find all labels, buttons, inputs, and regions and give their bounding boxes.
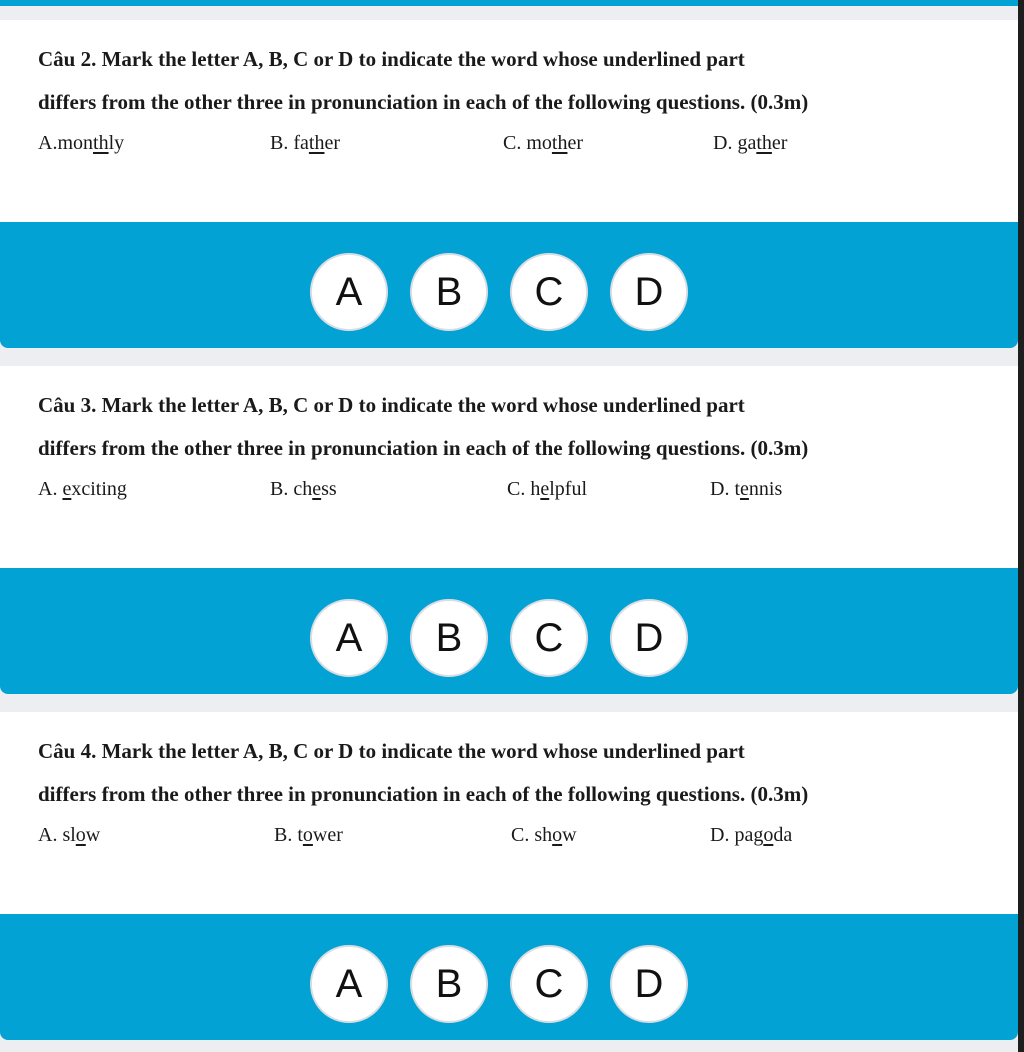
question-4-text [38,730,988,816]
window-right-edge [1018,0,1024,1052]
question-3-text [38,384,988,470]
answer-d-button[interactable]: D [610,253,688,331]
question-2-option-b: B. father [270,132,340,154]
question-card-3 [0,366,1018,568]
question-4-line-1: Câu 4. Mark the letter A, B, C or D to indicate the word whose underlined part [38,739,745,763]
question-2-line-1: Câu 2. Mark the letter A, B, C or D to indicate the word whose underlined part [38,47,745,71]
question-3-option-a: A. exciting [38,478,127,500]
question-4-option-d: D. pagoda [710,824,793,846]
question-4-answer-bar [0,914,1018,1040]
answer-b-button[interactable]: B [410,945,488,1023]
answer-d-button[interactable]: D [610,945,688,1023]
answer-c-button[interactable]: C [510,599,588,677]
answer-a-button[interactable]: A [310,945,388,1023]
answer-a-button[interactable]: A [310,253,388,331]
question-3-option-d: D. tennis [710,478,783,500]
question-2-text [38,38,988,124]
question-2-option-c: C. mother [503,132,584,154]
question-3-option-c: C. helpful [507,478,588,500]
question-4-option-a: A. slow [38,824,101,846]
answer-c-button[interactable]: C [510,945,588,1023]
question-2-option-a: A.monthly [38,132,125,154]
question-3-answer-bar [0,568,1018,694]
question-card-2 [0,20,1018,222]
answer-b-button[interactable]: B [410,253,488,331]
question-2-option-d: D. gather [713,132,788,154]
answer-d-button[interactable]: D [610,599,688,677]
question-3-line-1: Câu 3. Mark the letter A, B, C or D to indicate the word whose underlined part [38,393,745,417]
answer-c-button[interactable]: C [510,253,588,331]
question-2-answer-bar [0,222,1018,348]
question-4-option-c: C. show [511,824,577,846]
question-card-4 [0,712,1018,914]
question-4-option-b: B. tower [274,824,343,846]
question-4-line-2: differs from the other three in pronunciation in each of the following questions. (0.3m) [38,782,809,806]
question-3-option-b: B. chess [270,478,337,500]
question-3-line-2: differs from the other three in pronunciation in each of the following questions. (0.3m) [38,436,809,460]
question-2-line-2: differs from the other three in pronunciation in each of the following questions. (0.3m) [38,90,809,114]
top-accent-strip [0,0,1024,6]
answer-b-button[interactable]: B [410,599,488,677]
answer-a-button[interactable]: A [310,599,388,677]
